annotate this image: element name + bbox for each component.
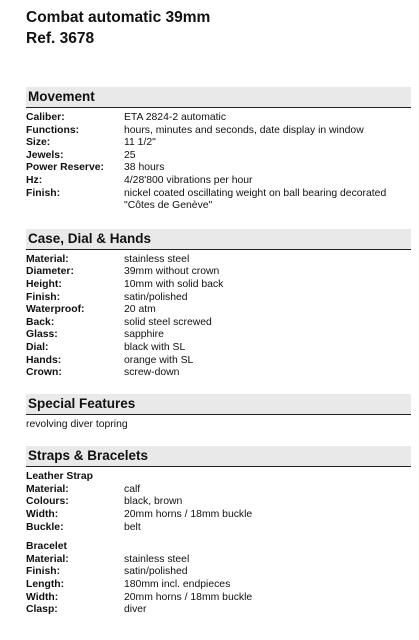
spec-label: Glass:: [26, 329, 58, 341]
spec-value: black, brown: [124, 496, 183, 508]
spec-row: [26, 496, 419, 509]
spec-value: 4/28'800 vibrations per hour: [124, 174, 253, 186]
spec-label: Hz:: [26, 174, 43, 186]
spec-label: Power Reserve:: [26, 162, 104, 174]
spec-row: [26, 292, 419, 305]
leather-strap-rows: [26, 484, 419, 534]
movement-divider: [26, 107, 411, 108]
movement-heading: Movement: [26, 87, 411, 107]
spec-row: [26, 566, 419, 579]
spec-label: Buckle:: [26, 521, 64, 533]
spec-label: Clasp:: [26, 604, 58, 616]
spec-row: [26, 554, 419, 567]
spec-label: Jewels:: [26, 149, 64, 161]
spec-label: Material:: [26, 483, 69, 495]
features-heading: Special Features: [26, 394, 411, 414]
spec-value: 180mm incl. endpieces: [124, 579, 231, 591]
spec-value: calf: [124, 483, 141, 495]
spec-value: 10mm with solid back: [124, 278, 224, 290]
spec-row: [26, 355, 419, 368]
spec-label: Hands:: [26, 354, 62, 366]
spec-row: [26, 200, 419, 213]
spec-value: hours, minutes and seconds, date display in window: [124, 124, 364, 136]
spec-row: [26, 254, 419, 267]
spec-value: 20mm horns / 18mm buckle: [124, 591, 253, 603]
spec-value: belt: [124, 521, 141, 533]
spec-value: sapphire: [124, 329, 164, 341]
spec-value: 38 hours: [124, 162, 165, 174]
spec-value: orange with SL: [124, 354, 194, 366]
spec-label: Crown:: [26, 367, 62, 379]
spec-label: Material:: [26, 253, 69, 265]
spec-row: [26, 522, 419, 535]
features-text: revolving diver topring: [26, 418, 128, 430]
spec-label: Finish:: [26, 187, 61, 199]
straps-heading: Straps & Bracelets: [26, 446, 411, 466]
spec-value: solid steel screwed: [124, 316, 212, 328]
spec-row: [26, 188, 419, 201]
spec-label: Material:: [26, 553, 69, 565]
spec-label: Height:: [26, 278, 62, 290]
spec-row: [26, 137, 419, 150]
spec-row: [26, 579, 419, 592]
spec-row: [26, 266, 419, 279]
spec-value: screw-down: [124, 367, 180, 379]
spec-label: Width:: [26, 591, 59, 603]
spec-label: Caliber:: [26, 112, 65, 123]
spec-value: ETA 2824-2 automatic: [124, 112, 227, 123]
spec-label: [26, 200, 124, 213]
spec-value: satin/polished: [124, 291, 188, 303]
spec-value: 20mm horns / 18mm buckle: [124, 509, 253, 521]
spec-label: Length:: [26, 579, 65, 591]
spec-row: [26, 592, 419, 605]
spec-value: "Côtes de Genève": [124, 200, 213, 212]
spec-row: [26, 509, 419, 522]
case-heading: Case, Dial & Hands: [26, 229, 411, 249]
spec-value: 20 atm: [124, 304, 156, 316]
spec-row: [26, 162, 419, 175]
bracelet-rows: [26, 554, 419, 617]
spec-value: 39mm without crown: [124, 266, 220, 278]
spec-row: [26, 150, 419, 163]
spec-value: diver: [124, 604, 147, 616]
spec-value: nickel coated oscillating weight on ball bearing decorated: [124, 187, 387, 199]
straps-divider: [26, 466, 411, 467]
spec-label: Functions:: [26, 124, 80, 136]
spec-label: Waterproof:: [26, 304, 85, 316]
product-title: Combat automatic 39mm: [26, 9, 211, 26]
spec-row: [26, 342, 419, 355]
spec-row: [26, 367, 419, 380]
bracelet-subheading: Bracelet: [26, 541, 68, 553]
spec-row: [26, 329, 419, 342]
spec-label: Width:: [26, 509, 59, 521]
spec-label: Finish:: [26, 566, 61, 578]
spec-value: stainless steel: [124, 553, 190, 565]
spec-row: [26, 304, 419, 317]
case-rows: [26, 254, 419, 380]
leather-strap-subheading: Leather Strap: [26, 471, 93, 483]
case-divider: [26, 249, 411, 250]
spec-row: [26, 175, 419, 188]
spec-label: Dial:: [26, 341, 49, 353]
spec-label: Back:: [26, 316, 55, 328]
spec-value: satin/polished: [124, 566, 188, 578]
features-divider: [26, 414, 411, 415]
spec-row: [26, 604, 419, 617]
spec-row: [26, 112, 419, 125]
spec-value: 11 1/2": [124, 137, 156, 149]
spec-label: Finish:: [26, 291, 61, 303]
spec-row: [26, 484, 419, 497]
spec-value: 25: [124, 149, 136, 161]
spec-row: [26, 279, 419, 292]
spec-label: Diameter:: [26, 266, 74, 278]
spec-row: [26, 125, 419, 138]
spec-row: [26, 317, 419, 330]
reference-number: Ref. 3678: [26, 30, 95, 47]
spec-label: Colours:: [26, 496, 69, 508]
spec-label: Size:: [26, 137, 51, 149]
spec-value: black with SL: [124, 341, 186, 353]
spec-value: stainless steel: [124, 253, 190, 265]
movement-rows: [26, 112, 419, 213]
